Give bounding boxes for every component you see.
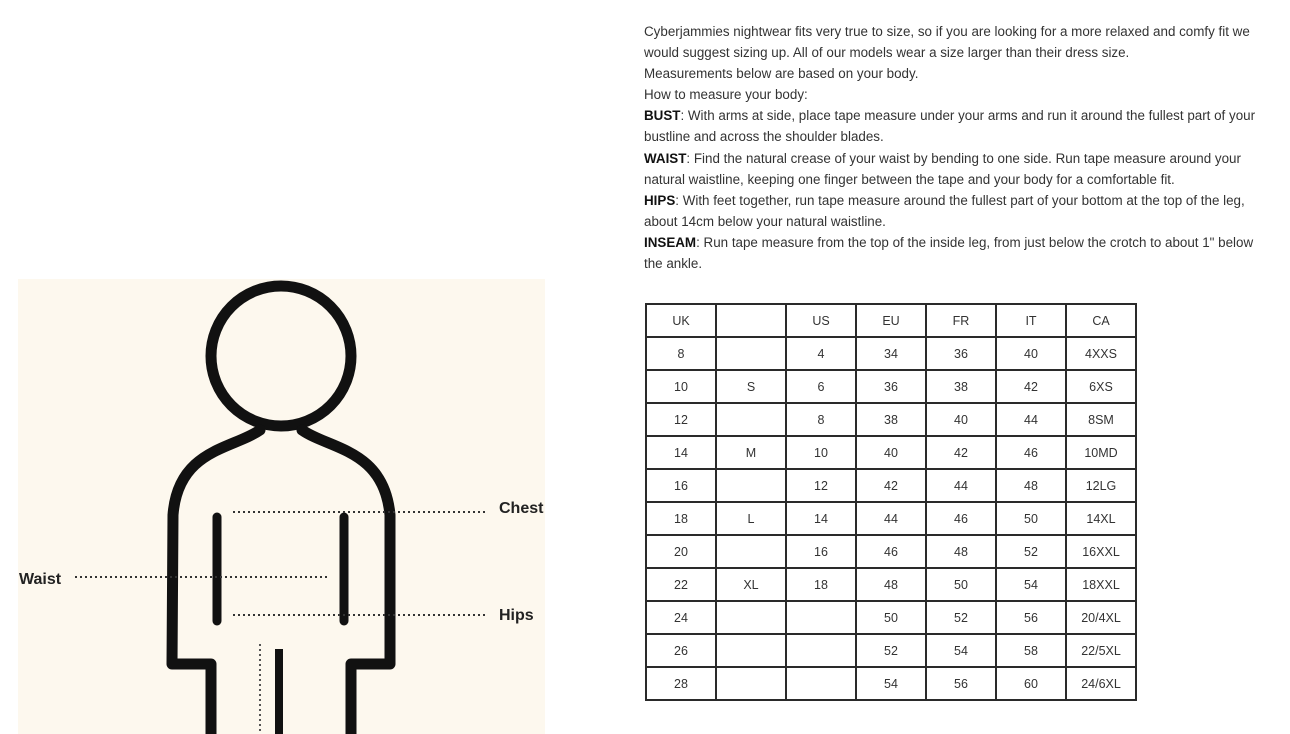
table-cell (786, 601, 856, 634)
table-cell: 50 (856, 601, 926, 634)
table-cell: 28 (646, 667, 716, 700)
table-cell (786, 634, 856, 667)
table-cell (716, 337, 786, 370)
bust-term: BUST (644, 108, 681, 124)
table-cell: 50 (926, 568, 996, 601)
table-cell: 12 (786, 469, 856, 502)
hips-term: HIPS (644, 192, 676, 208)
table-cell: 16 (646, 469, 716, 502)
table-cell: 44 (996, 403, 1066, 436)
table-cell: 36 (926, 337, 996, 370)
table-cell: 4 (786, 337, 856, 370)
table-cell: 54 (996, 568, 1066, 601)
hips-instruction: HIPS: With feet together, run tape measure around the fullest part of your bottom at the top of the leg, about 14cm below your natural waistline. (644, 192, 1245, 229)
body-measurement-figure (18, 279, 545, 734)
size-guide-text (644, 21, 1274, 274)
table-cell: 58 (996, 634, 1066, 667)
table-cell (716, 601, 786, 634)
table-cell: 24/6XL (1066, 667, 1136, 700)
table-cell: 44 (856, 502, 926, 535)
table-cell (716, 403, 786, 436)
table-cell: 10MD (1066, 436, 1136, 469)
table-cell: 12 (646, 403, 716, 436)
table-header-cell: CA (1066, 304, 1136, 337)
table-header-cell (716, 304, 786, 337)
bust-instruction: BUST: With arms at side, place tape measure under your arms and run it around the fullest part of your bustline and across the shoulder blades. (644, 108, 1256, 145)
table-cell: XL (716, 568, 786, 601)
table-header-row (646, 304, 1136, 337)
table-header-cell: UK (646, 304, 716, 337)
table-cell: 42 (856, 469, 926, 502)
inseam-instruction: INSEAM: Run tape measure from the top of the inside leg, from just below the crotch to about 1" below the ankle. (644, 234, 1254, 272)
table-header-cell: FR (926, 304, 996, 337)
table-row (646, 667, 1136, 700)
table-cell: M (716, 436, 786, 469)
table-cell: 18XXL (1066, 568, 1136, 601)
table-cell: 40 (926, 403, 996, 436)
table-cell: 10 (786, 436, 856, 469)
table-cell: 8 (646, 337, 716, 370)
table-cell: 40 (856, 436, 926, 469)
table-cell (716, 535, 786, 568)
table-cell: 18 (786, 568, 856, 601)
table-cell: 12LG (1066, 469, 1136, 502)
table-cell: 6XS (1066, 370, 1136, 403)
table-cell: 44 (926, 469, 996, 502)
table-cell: 22/5XL (1066, 634, 1136, 667)
table-row (646, 436, 1136, 469)
table-cell (716, 634, 786, 667)
table-cell: 26 (646, 634, 716, 667)
table-cell: 48 (856, 568, 926, 601)
table-cell: 42 (926, 436, 996, 469)
table-cell: 10 (646, 370, 716, 403)
how-to-measure-heading: How to measure your body: (644, 87, 808, 103)
table-cell: 8 (786, 403, 856, 436)
chest-label: Chest (499, 500, 544, 517)
table-cell: 52 (926, 601, 996, 634)
hips-label: Hips (499, 607, 534, 624)
table-cell: L (716, 502, 786, 535)
table-cell: 20/4XL (1066, 601, 1136, 634)
table-cell: 60 (996, 667, 1066, 700)
table-cell: 42 (996, 370, 1066, 403)
inseam-term: INSEAM (644, 234, 697, 250)
intro-paragraph: Cyberjammies nightwear fits very true to size, so if you are looking for a more relaxed and comfy fit we would suggest sizing up. All of our models wear a size larger than their dress size. (644, 24, 1250, 61)
table-cell: 52 (856, 634, 926, 667)
table-cell: 16 (786, 535, 856, 568)
table-cell: 18 (646, 502, 716, 535)
table-cell: 54 (856, 667, 926, 700)
table-row (646, 601, 1136, 634)
table-cell: 8SM (1066, 403, 1136, 436)
table-header-cell: US (786, 304, 856, 337)
table-cell: 34 (856, 337, 926, 370)
body-outline-icon (18, 279, 545, 734)
table-cell: 14 (646, 436, 716, 469)
table-row (646, 502, 1136, 535)
table-cell: 52 (996, 535, 1066, 568)
table-cell: 24 (646, 601, 716, 634)
waist-instruction: WAIST: Find the natural crease of your waist by bending to one side. Run tape measure around your natural waistline, keeping one finger between the tape and your body for a comfortable fit. (644, 150, 1241, 187)
table-cell (716, 469, 786, 502)
table-cell: 22 (646, 568, 716, 601)
table-cell: 46 (996, 436, 1066, 469)
table-cell: 20 (646, 535, 716, 568)
table-cell: 14 (786, 502, 856, 535)
waist-term: WAIST (644, 150, 687, 166)
waist-label: Waist (19, 571, 62, 588)
table-header-cell: IT (996, 304, 1066, 337)
table-row (646, 370, 1136, 403)
intro-note: Measurements below are based on your body. (644, 66, 919, 82)
table-cell: 16XXL (1066, 535, 1136, 568)
table-cell: 56 (996, 601, 1066, 634)
table-row (646, 535, 1136, 568)
size-conversion-table (645, 303, 1137, 701)
table-cell: 4XXS (1066, 337, 1136, 370)
table-cell: 38 (926, 370, 996, 403)
table-row (646, 403, 1136, 436)
table-cell: 48 (996, 469, 1066, 502)
table-cell: 14XL (1066, 502, 1136, 535)
table-cell: 54 (926, 634, 996, 667)
table-cell: 40 (996, 337, 1066, 370)
table-cell: 36 (856, 370, 926, 403)
table-row (646, 634, 1136, 667)
table-row (646, 568, 1136, 601)
table-cell: S (716, 370, 786, 403)
table-cell: 50 (996, 502, 1066, 535)
table-cell: 6 (786, 370, 856, 403)
table-cell: 48 (926, 535, 996, 568)
table-row (646, 337, 1136, 370)
table-row (646, 469, 1136, 502)
table-cell (786, 667, 856, 700)
table-cell: 46 (856, 535, 926, 568)
table-cell: 38 (856, 403, 926, 436)
table-cell: 56 (926, 667, 996, 700)
table-cell (716, 667, 786, 700)
table-header-cell: EU (856, 304, 926, 337)
table-cell: 46 (926, 502, 996, 535)
